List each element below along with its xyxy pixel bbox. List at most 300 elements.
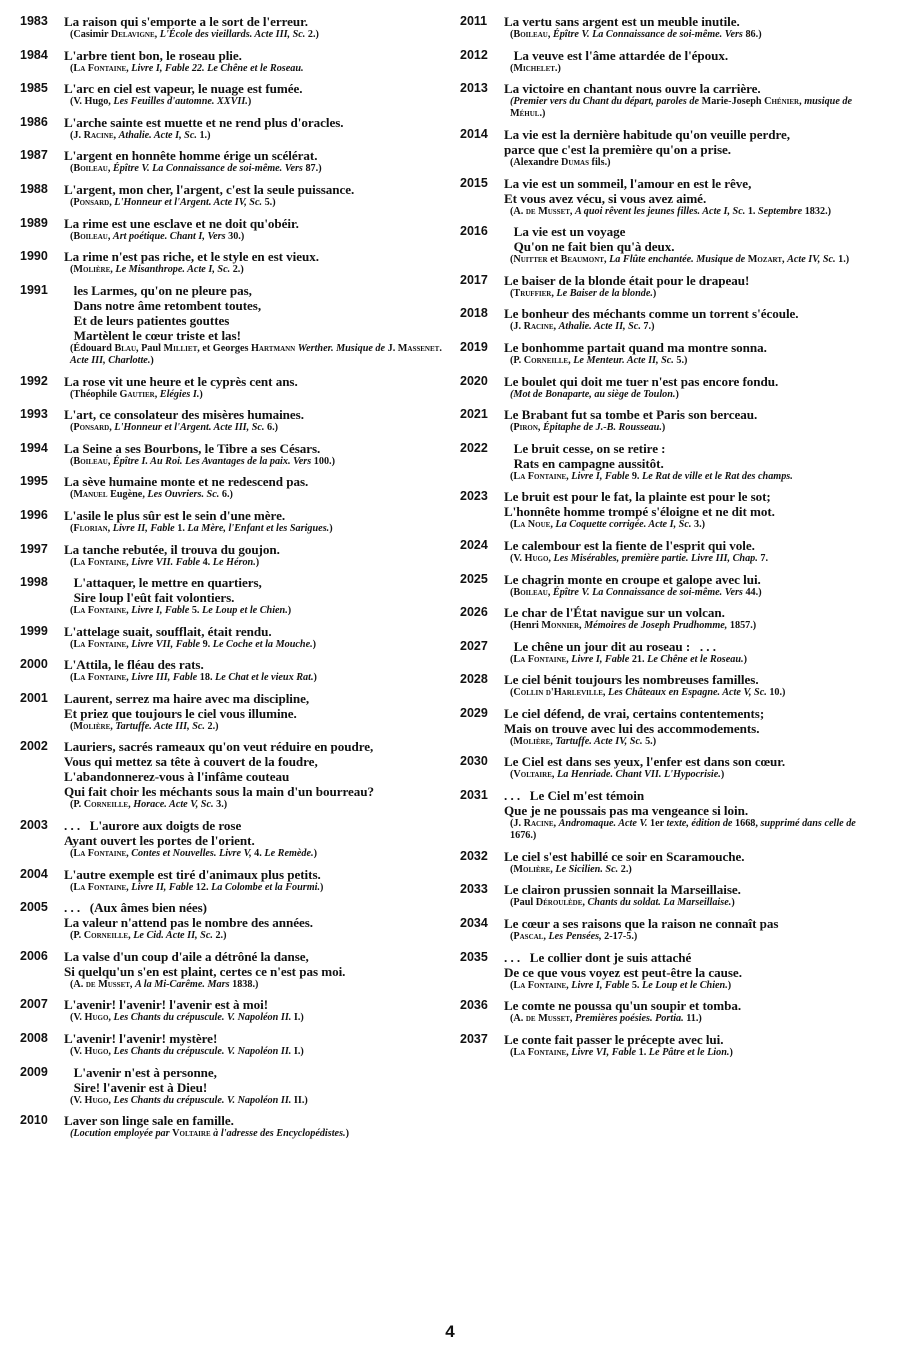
source-title: Tartuffe. Acte III, Sc.: [115, 720, 205, 732]
source-text: (P.: [70, 799, 84, 811]
quote-entry: [20, 575, 442, 617]
quote-number: 2021: [460, 407, 488, 422]
source-title: (Premier vers du Chant du départ, paroles de: [510, 96, 700, 108]
quote-source: [64, 672, 442, 684]
source-author: (La Fontaine: [70, 605, 127, 617]
source-title: A la Mi-Carême. Mars: [135, 978, 230, 990]
quote-line: L'arche sainte est muette et ne rend plus d'oracles.: [64, 114, 344, 130]
source-text: ,: [110, 720, 116, 732]
quote-line: Et vous avez vécu, si vous avez aimé.: [504, 190, 707, 206]
quote-source: [64, 264, 442, 276]
source-text: (V.: [510, 552, 525, 564]
source-title: Épître V. La Connaissance de soi-même. Vers: [552, 29, 743, 40]
quote-line: L'argent en honnête homme érige un scélérat.: [64, 148, 318, 164]
source-text: ,: [582, 897, 588, 909]
source-text: ,: [128, 799, 134, 811]
quote-source: [64, 343, 442, 367]
source-title: Épître V. La Connaissance de soi-même. Vers: [112, 163, 303, 175]
source-text: ,: [129, 978, 136, 990]
quote-source: [64, 930, 442, 942]
source-text: ,: [550, 519, 556, 531]
source-title: Les Feuilles d'automne. XXVII.: [113, 96, 248, 108]
quote-body: [64, 867, 442, 894]
source-text: ,: [107, 163, 113, 175]
source-title: Livre I, Fable: [571, 979, 630, 991]
source-text: , et Georges: [197, 342, 251, 354]
quote-source: [504, 553, 882, 565]
quote-line: Le Brabant fut sa tombe et Paris son berceau.: [504, 407, 758, 423]
quote-source: [504, 157, 882, 169]
source-author: Hartmann: [251, 342, 296, 354]
quote-source: [64, 456, 442, 468]
source-text: (V.: [70, 1046, 85, 1058]
source-text: ,: [566, 979, 572, 991]
quote-entry: [460, 706, 882, 748]
quote-entry: [20, 818, 442, 860]
source-author: (La Fontaine: [70, 638, 127, 650]
source-author: (Manuel: [70, 489, 108, 501]
source-text: 30.): [225, 230, 245, 242]
quote-source: [504, 206, 882, 218]
quote-body: [64, 949, 442, 991]
quote-line: La valse d'un coup d'aile a détrôné la danse,: [64, 948, 309, 964]
source-author: (Molière: [70, 264, 111, 276]
quote-entry: [460, 273, 882, 300]
source-text: I.): [291, 1012, 304, 1024]
quote-line: Martèlent le cœur triste et las!: [64, 327, 241, 343]
source-text: 44.): [742, 586, 762, 598]
source-text: I.): [291, 1046, 304, 1058]
source-title: (Locution employée par: [70, 1128, 173, 1140]
source-text: ): [720, 769, 725, 781]
source-text: 4.: [200, 556, 213, 568]
quote-entry: [460, 176, 882, 218]
source-title: L'Honneur et l'Argent. Acte III, Sc.: [114, 422, 265, 434]
quote-number: 2032: [460, 848, 488, 863]
source-text: (A.: [70, 978, 86, 990]
quote-entry: [460, 788, 882, 842]
source-text: ,: [602, 687, 608, 699]
quote-line: . . . (Aux âmes bien nées): [64, 900, 207, 916]
source-author: Racine: [523, 818, 554, 830]
quote-body: [504, 882, 882, 909]
source-author: (Pascal: [510, 931, 544, 943]
quote-source: [504, 864, 882, 876]
quote-body: [504, 788, 882, 842]
quote-source: [64, 605, 442, 617]
quote-number: 1997: [20, 541, 48, 556]
source-text: ,: [126, 848, 132, 860]
source-text: fils.): [589, 156, 611, 168]
quote-body: [504, 572, 882, 599]
source-title: Épitaphe de J.-B. Rousseau.: [543, 422, 662, 434]
source-title: Chants du soldat. La Marseillaise.: [587, 897, 732, 909]
quote-number: 2019: [460, 339, 488, 354]
source-text: 6.): [219, 489, 233, 501]
source-title: A quoi rêvent les jeunes filles. Acte I, Sc.: [575, 205, 746, 217]
quote-line: parce que c'est la première qu'on a prise.: [504, 141, 732, 157]
quote-number: 2023: [460, 489, 488, 504]
source-title: Athalie. Acte I, Sc.: [118, 129, 197, 141]
quote-source: [504, 736, 882, 748]
quote-body: [64, 407, 442, 434]
source-text: 87.): [302, 163, 322, 175]
source-text: ,: [107, 522, 113, 534]
source-author: Monnier: [541, 620, 580, 632]
quote-number: 2028: [460, 672, 488, 687]
quote-line: Le ciel s'est habillé ce soir en Scaramouche.: [504, 848, 745, 864]
quote-line: La vie est la dernière habitude qu'on veuille perdre,: [504, 126, 791, 142]
source-text: 2.): [212, 930, 227, 942]
source-title: Le Misanthrope. Acte I, Sc.: [115, 264, 231, 276]
source-author: Blau: [114, 342, 137, 354]
source-title: La Mère, l'Enfant et les Sarigues.: [187, 522, 330, 534]
quote-number: 2035: [460, 949, 488, 964]
quote-entry: [20, 115, 442, 142]
source-title: Werther. Musique de: [297, 342, 386, 354]
source-title: Le Chêne et le Roseau.: [647, 653, 744, 665]
source-text: (J.: [510, 321, 524, 333]
source-text: (J.: [70, 129, 84, 141]
source-author: (La Fontaine: [70, 848, 127, 860]
source-text: ,: [128, 930, 134, 942]
quote-number: 1992: [20, 373, 48, 388]
quote-body: [64, 374, 442, 401]
source-author: (La Fontaine: [510, 653, 567, 665]
quote-body: [504, 273, 882, 300]
source-text: ): [247, 96, 252, 108]
source-title: Mémoires de Joseph Prudhomme,: [584, 620, 728, 632]
source-author: Corneille: [83, 930, 129, 942]
source-title: (Mot de Bonaparte, au siège de Toulon.: [510, 388, 676, 400]
quote-line: La vertu sans argent est un meuble inutile.: [504, 14, 740, 29]
quote-entry: [460, 340, 882, 367]
source-title: Le Menteur. Acte II, Sc.: [573, 354, 674, 366]
quote-source: [64, 29, 442, 41]
quote-number: 1990: [20, 249, 48, 264]
source-text: ): [675, 388, 679, 400]
source-text: .: [439, 342, 442, 354]
source-text: ): [652, 287, 657, 299]
source-author: (Boileau: [70, 163, 108, 175]
quote-number: 1995: [20, 474, 48, 489]
quote-entry: [20, 283, 442, 367]
quote-body: [64, 249, 442, 276]
quote-entry: [460, 605, 882, 632]
quote-entry: [20, 1031, 442, 1058]
source-author: (Florian: [70, 522, 108, 534]
source-author: (Ponsard: [70, 196, 110, 208]
quote-entry: [20, 249, 442, 276]
source-text: ,: [568, 354, 574, 366]
quote-line: Dans notre âme retombent toutes,: [64, 297, 262, 313]
quote-body: [504, 672, 882, 699]
quote-number: 2037: [460, 1031, 488, 1046]
quote-entry: [460, 950, 882, 992]
source-text: ): [287, 605, 292, 617]
source-author: Déroulède: [535, 897, 583, 909]
quote-line: Le comte ne poussa qu'un soupir et tomba.: [504, 998, 742, 1014]
source-text: ,: [109, 422, 115, 434]
source-text: 5.): [262, 196, 276, 208]
quote-number: 2000: [20, 657, 48, 672]
source-text: 1668,: [732, 818, 761, 830]
quote-line: L'autre exemple est tiré d'animaux plus petits.: [64, 866, 321, 882]
quote-entry: [20, 900, 442, 942]
source-author: Méhul: [510, 108, 540, 120]
source-title: Acte IV, Sc.: [787, 254, 836, 266]
quote-source: [504, 389, 882, 401]
quote-body: [504, 48, 882, 75]
source-text: 11.): [683, 1013, 702, 1025]
quote-line: Le bruit est pour le fat, la plainte est pour le sot;: [504, 489, 771, 505]
source-author: Corneille: [523, 354, 569, 366]
source-text: 3.): [691, 519, 706, 531]
quote-entry: [20, 867, 442, 894]
quote-entry: [20, 1065, 442, 1107]
quote-body: [64, 441, 442, 468]
quote-number: 2011: [460, 14, 488, 28]
quote-number: 2012: [460, 47, 488, 62]
quote-number: 2025: [460, 571, 488, 586]
quote-line: La rime n'est pas riche, et le style en est vieux.: [64, 249, 319, 265]
quote-body: [64, 14, 442, 41]
source-text: ,: [113, 129, 119, 141]
quote-line: Vous qui mettez sa tête à couvert de la foudre,: [64, 754, 318, 770]
source-text: ,: [548, 552, 554, 564]
source-text: ,: [107, 455, 113, 467]
quote-line: La vie est un voyage: [504, 224, 626, 240]
source-author: de Musset: [525, 205, 570, 217]
quote-body: [64, 624, 442, 651]
quote-entry: [460, 1032, 882, 1059]
source-text: (Alexandre: [510, 156, 562, 168]
source-text: (V. Hugo,: [70, 96, 114, 108]
quote-line: Le chagrin monte en croupe et galope avec lui.: [504, 571, 761, 587]
quote-number: 2014: [460, 126, 488, 141]
quote-entry: [20, 407, 442, 434]
source-author: (Boileau: [510, 29, 548, 40]
source-author: Racine: [83, 129, 114, 141]
source-title: Le Cid. Acte II, Sc.: [133, 930, 213, 942]
source-text: ): [731, 897, 735, 909]
quote-body: [504, 639, 882, 666]
source-title: L'Honneur et l'Argent. Acte IV, Sc.: [114, 196, 263, 208]
source-text: 1838.): [229, 978, 259, 990]
source-text: 2.): [204, 720, 219, 732]
source-text: 1.): [196, 129, 211, 141]
quote-number: 1994: [20, 440, 48, 455]
source-author: (Ponsard: [70, 422, 110, 434]
quote-entry: [460, 538, 882, 565]
quote-entry: [460, 306, 882, 333]
quote-body: [64, 474, 442, 501]
source-text: ,: [566, 653, 572, 665]
quote-source: [64, 96, 442, 108]
quote-body: [64, 900, 442, 942]
quote-line: La victoire en chantant nous ouvre la carrière.: [504, 81, 761, 97]
source-text: ,: [782, 254, 788, 266]
quote-entry: [20, 14, 442, 41]
quote-source: [504, 471, 882, 483]
source-title: Les Chants du crépuscule. V. Napoléon II.: [113, 1046, 292, 1058]
quote-body: [64, 657, 442, 684]
source-title: Livre I, Fable 22. Le Chêne et le Roseau.: [131, 62, 304, 74]
source-text: 1.: [174, 522, 188, 534]
source-text: 12.: [193, 881, 212, 893]
source-author: Hugo: [84, 1012, 109, 1024]
quote-source: [504, 587, 882, 599]
quote-number: 1998: [20, 575, 48, 590]
source-text: (P.: [70, 930, 84, 942]
quote-body: [504, 1032, 882, 1059]
source-text: ,: [553, 321, 559, 333]
quote-line: L'Attila, le fléau des rats.: [64, 657, 204, 673]
quote-line: . . . L'aurore aux doigts de rose: [64, 818, 242, 834]
quote-source: [64, 1095, 442, 1107]
source-author: Hugo: [84, 1046, 109, 1058]
source-text: 4.: [251, 848, 265, 860]
source-author: (Boileau: [70, 455, 108, 467]
source-text: (V.: [70, 1012, 85, 1024]
quote-source: [504, 687, 882, 699]
quote-body: [64, 283, 442, 367]
quote-source: [504, 422, 882, 434]
source-title: Andromaque. Acte V.: [558, 818, 648, 830]
quote-source: [504, 931, 882, 943]
source-text: 1.: [745, 205, 759, 217]
quote-number: 2036: [460, 998, 488, 1013]
quote-line: Le ciel défend, de vrai, certains contentements;: [504, 705, 765, 721]
quote-line: La valeur n'attend pas le nombre des années.: [64, 915, 314, 931]
quote-entry: [460, 48, 882, 75]
quote-body: [504, 340, 882, 367]
quote-entry: [20, 691, 442, 733]
quote-body: [504, 950, 882, 992]
quote-number: 2006: [20, 948, 48, 963]
quote-number: 2022: [460, 440, 488, 455]
source-text: 7.: [757, 552, 768, 564]
source-title: Le Chat et le vieux Rat.: [215, 672, 314, 684]
source-text: 5.): [642, 735, 657, 747]
page-columns: [20, 14, 882, 1314]
source-author: (Nuitter: [510, 254, 548, 266]
quote-line: Le bonhomme partait quand ma montre sonna.: [504, 339, 767, 355]
source-title: à l'adresse des Encyclopédistes.: [210, 1128, 346, 1140]
source-title: Le Héron.: [212, 556, 256, 568]
source-text: (J.: [510, 818, 524, 830]
quote-number: 2034: [460, 916, 488, 931]
source-text: ,: [553, 818, 559, 830]
quote-number: 1999: [20, 623, 48, 638]
source-text: ,: [566, 1046, 572, 1058]
source-title: Le Loup et le Chien.: [202, 605, 288, 617]
source-text: ,: [543, 931, 549, 943]
quote-line: Le cœur a ses raisons que la raison ne connaît pas: [504, 916, 779, 932]
source-author: Milliet: [163, 342, 198, 354]
source-author: Massenet: [397, 342, 440, 354]
source-author: (La Noue: [510, 519, 551, 531]
quote-source: [64, 1128, 442, 1140]
source-text: 18.: [197, 672, 216, 684]
quote-line: Le bonheur des méchants comme un torrent s'écoule.: [504, 306, 799, 322]
quote-entry: [20, 216, 442, 243]
source-text: 9.: [629, 470, 643, 482]
quote-source: [504, 1047, 882, 1059]
quote-entry: [20, 739, 442, 811]
source-text: ): [727, 979, 732, 991]
quote-entry: [20, 48, 442, 75]
quote-source: [64, 882, 442, 894]
quote-source: [64, 1012, 442, 1024]
quote-entry: [460, 127, 882, 169]
source-text: Eugène,: [107, 489, 148, 501]
source-author: Chénier: [764, 96, 800, 108]
quote-line: De ce que vous voyez est peut-être la cause.: [504, 964, 742, 980]
source-text: ,: [569, 1013, 576, 1025]
quote-line: Mais on trouve avec lui des accommodements.: [504, 720, 760, 736]
quote-body: [504, 538, 882, 565]
source-title: La Flûte enchantée. Musique de: [609, 254, 746, 266]
quote-source: [64, 130, 442, 142]
quote-source: [64, 231, 442, 243]
source-text: ,: [569, 205, 576, 217]
source-title: Épître I. Au Roi. Les Avantages de la paix. Vers: [112, 455, 312, 467]
source-text: 1er: [647, 818, 667, 830]
source-text: 86.): [742, 29, 762, 40]
quote-entry: [460, 672, 882, 699]
quote-number: 2010: [20, 1113, 48, 1128]
source-author: Dumas: [561, 156, 589, 168]
source-author: de Musset: [85, 978, 130, 990]
source-title: Les Ouvriers. Sc.: [147, 489, 220, 501]
source-title: Livre III, Fable: [131, 672, 198, 684]
quote-source: [64, 1046, 442, 1058]
quote-body: [64, 542, 442, 569]
quote-source: [504, 980, 882, 992]
quote-entry: [460, 224, 882, 266]
quote-body: [64, 182, 442, 209]
quote-line: Le clairon prussien sonnait la Marseillaise.: [504, 882, 741, 898]
quote-line: Qu'on ne fait bien qu'à deux.: [504, 239, 675, 255]
source-text: ,: [108, 1094, 114, 1106]
quote-source: [504, 1013, 882, 1025]
quote-line: La rime est une esclave et ne doit qu'obéir.: [64, 215, 299, 231]
quote-body: [64, 691, 442, 733]
quote-number: 2033: [460, 882, 488, 897]
source-title: La Colombe et la Fourmi.: [211, 881, 321, 893]
quote-body: [504, 14, 882, 41]
quote-source: [64, 523, 442, 535]
quote-body: [504, 754, 882, 781]
quote-line: L'attelage suait, soufflait, était rendu.: [64, 623, 272, 639]
source-text: ): [345, 1128, 349, 1140]
source-title: supprimé dans celle de: [760, 818, 856, 830]
quote-source: [64, 799, 442, 811]
quote-entry: [20, 441, 442, 468]
quote-source: [64, 422, 442, 434]
source-title: Les Pensées,: [548, 931, 602, 943]
source-text: ,: [107, 230, 113, 242]
source-text: II.): [291, 1094, 308, 1106]
source-text: 100.): [311, 455, 335, 467]
quote-line: Le boulet qui doit me tuer n'est pas encore fondu.: [504, 373, 779, 389]
quote-number: 1993: [20, 407, 48, 422]
quote-line: Le Ciel est dans ses yeux, l'enfer est dans son cœur.: [504, 754, 786, 770]
quote-number: 1983: [20, 14, 48, 28]
quote-source: [64, 63, 442, 75]
source-text: ,: [154, 388, 160, 400]
